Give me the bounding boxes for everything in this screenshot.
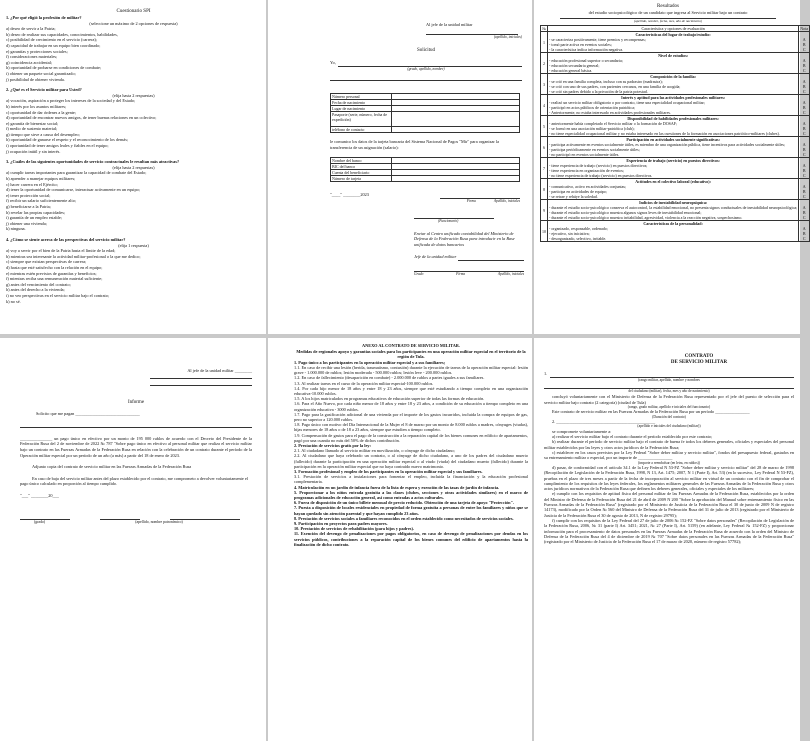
send-note: Enviar al Centro unificado contabilidad del Ministerio de Defensa de la Federación Rusa para introducir en la Base unificada de datos bancarios <box>414 230 515 247</box>
answer-option: i) obtener un paquete social garantizado; <box>6 70 76 76</box>
row-characteristic <box>548 53 799 74</box>
anexo-item: 8. Prestación de servicios sociales a familiares reconocidos en el orden establecido como necesitados de servicios sociales. <box>294 515 514 521</box>
results-row <box>541 53 810 74</box>
grade-option: B <box>802 84 806 90</box>
yo-note: (grado, apellido, nombre) <box>407 66 445 71</box>
row-option: - se caracteriza positivamente, tiene premios y recompensas; <box>549 37 646 43</box>
grade-option: C <box>802 194 806 200</box>
row-characteristic <box>548 74 799 95</box>
grade-option: A <box>802 121 806 127</box>
sign-firma-label: Firma <box>466 198 476 203</box>
contract-paragraph: se compromete voluntariamente a: <box>552 428 612 434</box>
informe-request-line <box>20 417 252 428</box>
grade-option: A <box>802 163 806 169</box>
row-number: 1 <box>541 32 548 53</box>
anexo-item: 1.6. Para el Año Nuevo, por cada niño menor de 18 años y entre 18 y 23 años, a condición de su educación a tiempo completo en una organización educativa - 3000 rublos. <box>294 401 528 412</box>
informe-name-line <box>170 513 240 520</box>
row-grades <box>799 74 810 95</box>
answer-option: c) posibilidad de crecimiento en el servicio (carrera); <box>6 37 98 43</box>
contract-field-note: (Duración del contrato) <box>652 414 686 419</box>
row-option: - educación secundaria general; <box>549 63 600 69</box>
row-number: 7 <box>541 158 548 179</box>
anexo-item: 4. Matriculación en un jardín de infancia fuera de la lista de espera y exención de las tasas de jardín de infancia. <box>294 484 500 490</box>
grade-option: B <box>802 147 806 153</box>
grade-option: A <box>802 226 806 232</box>
bank-field-label: Número de tarjeta <box>331 175 392 181</box>
question-1-options <box>6 26 261 82</box>
answer-option: g) antes del vencimiento del contrato; <box>6 281 71 287</box>
row-option: - participa periódicamente en eventos socialmente útiles; <box>549 147 640 153</box>
row-option: - se crió sin padres debido a la privación de la patria potestad. <box>549 89 648 95</box>
row-grades <box>799 53 810 74</box>
row-option: - durante el estudio socio-psicológico muestra irritabilidad, agresividad, violencia a la reacción negativa, sospechosismo. <box>549 215 743 221</box>
page-anexo <box>268 338 532 741</box>
grade-option: A <box>802 142 806 148</box>
questionnaire-title: Cuestionario SPI <box>116 9 151 14</box>
answer-option: j) obtener una vivienda; <box>6 220 47 226</box>
row-option: - la característica indica información negativa. <box>549 47 624 53</box>
answer-option: a) deseo de servir a la Patria; <box>6 26 56 32</box>
row-grades <box>799 32 810 53</box>
answer-option: c) siempre que existan perspectivas de carrera; <box>6 259 87 265</box>
grade-option: A <box>802 184 806 190</box>
page-informe <box>0 338 266 741</box>
question-2-note: (elija hasta 2 respuestas) <box>112 92 155 98</box>
anexo-item: 1.8. Pago único con motivo del Día Internacional de la Mujer el 8 de marzo por un monto de 8.000 rublos a madres, cónyuges (viudas), hijas menores de 18 años o de 18 a 23 años, siempre que estudien a tiempo completo. <box>294 422 528 433</box>
row-option: - se crió con uno de sus padres, con parientes cercanos, en una familia de acogida; <box>549 84 681 90</box>
contract-paragraph: a) realizar el servicio militar bajo el contrato durante el período establecido por este contrato; <box>552 434 713 440</box>
row-option: - comunicativo, activo en actividades conjuntas; <box>549 184 627 190</box>
row-option: - durante el estudio socio-psicológico conserva el autocontrol, la estabilidad emocional, no presenta signos conductuales de inestabilidad neuropsicológica; <box>549 205 798 211</box>
answer-option: h) oportunidad de ganarse el respeto y el reconocimiento de los demás; <box>6 137 129 143</box>
row-option: - durante el estudio socio-psicológico muestra algunos signos leves de inestabilidad emocional; <box>549 210 702 216</box>
contract-citizen-note: del ciudadano (militar), fecha, mes y año de nacimiento) <box>628 388 710 393</box>
answer-option: k) no sé. <box>6 298 21 304</box>
solicitud-heading: Solicitud <box>416 48 436 54</box>
results-row <box>541 158 810 179</box>
grade-option: B <box>802 63 806 69</box>
addressee: Al jefe de la unidad militar <box>426 22 473 27</box>
anexo-item: 1.5. A los hijos matriculados en programas educativos de educación superior de todas las formas de educación. <box>294 396 485 402</box>
row-option: - educación general básica. <box>549 68 593 74</box>
anexo-item: 1. Pago único a los participantes en la operación militar especial y a sus familiares; <box>294 359 446 365</box>
bank-field-label: BIC del banco <box>331 163 392 169</box>
row-option: - se formó en una asociación militar-patriótica (club); <box>549 126 635 132</box>
question-4-note: (elija 1 respuesta) <box>118 242 149 248</box>
answer-option: b) deseo de realizar sus capacidades, conocimientos, habilidades, <box>6 31 118 37</box>
grade-option: A <box>802 205 806 211</box>
grade-option: C <box>802 68 806 74</box>
informe-attach: Adjunto copia del contrato de servicio militar en las Fuerzas Armadas de la Federación Rusa <box>32 464 192 470</box>
row-option: - no tiene especialidad ocupacional militar y no estaba interesado en las cuestiones de la formación en asociaciones patriótico-militares (clubes). <box>549 131 780 137</box>
answer-option: i) garantía de un empleo estable; <box>6 215 62 221</box>
anexo-item: 6. Fuera de disposición de un único billete mensual de precio reducido. Obtención de una tarjeta de apoyo "Protección". <box>294 500 514 506</box>
anexo-items <box>294 360 528 547</box>
results-row <box>541 221 810 242</box>
contract-clause-1: 1. <box>544 371 548 377</box>
row-number: 9 <box>541 200 548 221</box>
contract-paragraph: 2. ______________________________________________ <box>552 419 656 425</box>
personal-data-table <box>330 93 520 133</box>
funcionario-label: (Funcionario) <box>438 219 459 224</box>
contract-paragraph: Este contrato de servicio militar en las Fuerzas Armadas de la Federación Rusa por un período ________________ <box>552 409 750 415</box>
question-4: 4. ¿Cómo se siente acerca de las perspectivas del servicio militar? <box>6 236 126 242</box>
addressee-note: (apellido, iniciales) <box>493 34 522 39</box>
row-grades <box>799 158 810 179</box>
informe-body-2: En caso de baja del servicio militar antes del plazo establecido por el contrato, me comprometo a devolver voluntariamente el pago único calculado en proporción al tiempo cumplido. <box>20 475 248 487</box>
results-row <box>541 179 810 200</box>
answer-option: h) revelar las propias capacidades; <box>6 209 66 215</box>
row-heading: Composición de la familia: <box>650 74 696 80</box>
row-characteristic <box>548 137 799 158</box>
answer-option: g) tiempo que sirve a causa del desempleo; <box>6 131 80 137</box>
grade-option: C <box>802 110 806 116</box>
row-characteristic <box>548 200 799 221</box>
row-option: - participó en actos públicos de orientación patriótica; <box>549 105 636 111</box>
answer-option: f) recibir un salario suficientemente alto; <box>6 198 77 204</box>
informe-addressee: Al jefe de la unidad militar ________ <box>187 368 252 373</box>
grade-option: B <box>802 210 806 216</box>
contract-paragraph: b) realizar durante el período de servicio militar bajo el contrato de buena fe todos los deberes generales, oficiales y especiales del personal militar establecidos por las leyes y otros actos jurídicos de la Federación Rusa; <box>544 439 794 450</box>
row-option: - desorganizado, selectivo, irritable. <box>549 236 607 242</box>
answer-option: e) mientras estén previstos de garantías y beneficios; <box>6 270 97 276</box>
col-grade: Nota <box>800 26 809 32</box>
answer-option: f) medio de sustento material; <box>6 126 58 132</box>
row-number: 6 <box>541 137 548 158</box>
chief-sign-line <box>414 265 524 272</box>
contract-title: CONTRATO <box>684 354 714 359</box>
row-heading: Disponibilidad de habilidades profesionales militares: <box>627 116 719 122</box>
field-label: Número personal <box>331 94 392 100</box>
grade-option: A <box>802 37 806 43</box>
question-3-options <box>6 170 261 232</box>
row-grades <box>799 179 810 200</box>
anexo-item: 1.3. Al realizar tareas en el curso de la operación militar especial-100.000 rublos. <box>294 380 434 386</box>
page-contrato <box>534 338 800 741</box>
answer-option: e) garantías y protecciones sociales; <box>6 48 68 54</box>
anexo-item: 1.7. Pago para la gasificación adicional de una vivienda por el importe de los gastos incurridos, incluida la compra de equipos de gas, pero no superior a 120.000 rublos. <box>294 411 528 423</box>
anexo-subtitle: Medidas de regionales apoyo y garantías sociales para los participantes en una operación militar especial en el territorio de la región de Tula. <box>296 348 526 360</box>
bank-field-value[interactable] <box>392 175 520 181</box>
informe-grado-label: (grado) <box>34 519 46 524</box>
addressee-line <box>426 28 518 35</box>
row-option: - se crió en una familia completa, incluso con su padrastro (madrastra); <box>549 79 663 85</box>
row-characteristic <box>548 179 799 200</box>
answer-option: a) voy a servir por el bien de la Patria hasta el límite de la edad; <box>6 248 116 254</box>
bank-field-label: Cuenta del beneficiario <box>331 169 392 175</box>
informe-request: Solicito que me pagan ______________________________ <box>36 411 140 417</box>
row-option: - organizado, responsable, ordenado; <box>549 226 608 232</box>
informe-name-label: (apellido, nombre patronímico) <box>135 519 183 524</box>
grade-option: B <box>802 189 806 195</box>
results-row <box>541 200 810 221</box>
answer-option: f) consideraciones materiales; <box>6 54 58 60</box>
contract-paragraph: concluyó voluntariamente con el Ministerio de Defensa de la Federación Rusa representado por el jefe del puesto de selección para el servicio militar bajo contrato (2 categoría) (ciudad de Tula) <box>544 394 794 405</box>
row-number: 5 <box>541 116 548 137</box>
row-number: 3 <box>541 74 548 95</box>
contract-name-note: (rango militar, apellido, nombre y nombres <box>638 378 700 383</box>
row-number: 8 <box>541 179 548 200</box>
answer-option: h) antes del derecho a la vivienda; <box>6 287 65 293</box>
contract-body <box>544 394 794 544</box>
answer-option: i) oportunidad de tener amigos leales y fiables en el equipo; <box>6 143 109 149</box>
row-characteristic <box>548 116 799 137</box>
answer-option: j) ocupación inútil y sin interés. <box>6 148 61 154</box>
question-4-options <box>6 248 261 304</box>
field-label: teléfono de contacto <box>331 127 392 133</box>
question-1: 1. ¿Por qué eligió la profesión de militar? <box>6 15 82 20</box>
row-option: - tiene experiencia en organización de eventos; <box>549 168 625 174</box>
bank-field-label: Nombre del banco <box>331 157 392 163</box>
contract-paragraph: e) cumplir con los requisitos de aptitud física del personal militar de las Fuerzas Armadas de la Federación Rusa, establecidos por la orden del Ministro de Defensa de la Federación Rusa del 21 de abril de 2009 N 200 "Sobre la aprobación del Manual sobre entrenamiento físico en las Fuerzas Armadas de la Federación Rusa" (registrado por el Ministerio de Justicia de la Federación Rusa el 30 de junio de 2009 N de registro 14173), modificado por la Orden № 560 del Ministro de Defensa de la Federación Rusa del 31 de julio de 2013 (registrado por el Ministerio de Justicia de la Federación Rusa el 30 de agosto de 2013, N de registro 29795); <box>544 491 794 518</box>
row-option: - anteriormente había completado el Servicio militar o la formación de DOSAF; <box>549 121 678 127</box>
field-label: Lugar de nacimiento <box>331 106 392 112</box>
row-heading: Indicios de inestabilidad neuropsíquica: <box>639 200 708 206</box>
personal-data-row <box>331 127 520 133</box>
row-grades <box>799 221 810 242</box>
field-label: Pasaporte (serie, número, fecha de expedición) <box>331 112 392 127</box>
bank-data-row <box>331 175 520 181</box>
row-option: - se retrae y rehúye la soledad. <box>549 194 598 200</box>
row-grades <box>799 116 810 137</box>
anexo-item: 1.2. En caso de fallecimiento (desaparición en combate) - 2.000.000 de rublos a partes iguales a sus familiares. <box>294 375 485 381</box>
contract-field-note: (rango, grado militar, apellido e iniciales del funcionario) <box>627 404 711 409</box>
row-number: 4 <box>541 95 548 116</box>
answer-option: d) hasta que esté satisfecho con la relación en el equipo; <box>6 264 103 270</box>
grade-option: C <box>802 152 806 158</box>
results-row <box>541 137 810 158</box>
grade-option: B <box>802 105 806 111</box>
results-row <box>541 32 810 53</box>
bank-request: le comunico los datos de la tarjeta bancaria del Sistema Nacional de Pagos "Mir" para organizar la transferencia de un asignación (salario): <box>330 139 500 150</box>
row-option: - Anteriormente, no estaba interesado en actividades profesionales militares. <box>549 110 671 116</box>
results-row <box>541 95 810 116</box>
grade-option: B <box>802 231 806 237</box>
contract-paragraph: f) cumplir con los requisitos de la Ley Federal del 27 de julio de 2006 № 152-FZ "Sobre datos personales" (Recopilación de Legislación de la Federación Rusa, 2006, № 31 (parte I) Art. 3451; 2021, № 27 (Parte I), Art. 5159) (en adelante, Ley Federal № 152-FZ) y proporcionar información para el procesamiento de datos personales en las Fuerzas Armadas de la Federación Rusa de acuerdo con la orden del Ministro de Defensa de la Federación Rusa del 4 de diciembre de 2019 № 707 "Sobre datos personales en las Fuerzas Armadas de la Federación Rusa" (registrado por el Ministerio de Justicia de la Federación Rusa el 17 de marzo de 2020, número de registro 57782); <box>544 517 794 545</box>
answer-option: g) coincidencia accidental; <box>6 59 53 65</box>
yo-line-2 <box>330 74 522 81</box>
grade-option: B <box>802 42 806 48</box>
grade-option: C <box>802 131 806 137</box>
contract-paragraph: c) establecer en los casos previstos por la Ley Federal "Sobre deber militar y servicio militar", fondos del presupuesto federal, gastados en su entrenamiento militar o especial, por un importe de ________________ <box>544 449 794 461</box>
results-row <box>541 74 810 95</box>
question-2: 2. ¿Qué es el Servicio militar para Usted? <box>6 87 82 93</box>
row-characteristic <box>548 158 799 179</box>
answer-option: g) beneficiarse a la Patria; <box>6 204 51 209</box>
anexo-item: 3. Formación profesional y empleo de los participantes en la operación militar especial y sus familiares. <box>294 469 483 475</box>
question-1-note: (seleccione un máximo de 2 opciones de respuesta) <box>89 20 178 26</box>
funcionario-line <box>414 212 494 219</box>
solicitud-date: "____" ________2023 <box>330 191 369 197</box>
col-number: № <box>542 26 546 32</box>
grade-option: B <box>802 126 806 132</box>
row-heading: Características de la personalidad: <box>643 221 703 227</box>
signature-line <box>440 192 520 199</box>
grade-option: C <box>802 89 806 95</box>
row-characteristic <box>548 95 799 116</box>
anexo-item: 1.9. Compensación de gastos para el pago de la construcción a la reparación capital de los bienes comunes en edificio de apartamentos, pagó por una cuantía no más del 50% de dichos contribución. <box>294 432 528 443</box>
row-option: - educación profesional superior o secundaria; <box>549 58 623 64</box>
anexo-item: 9. Participación en proyectos para padres mayores. <box>294 521 388 527</box>
grade-option: C <box>802 173 806 179</box>
anexo-title: ANEXO AL CONTRATO DE SERVICIO MILITAR. <box>362 343 460 348</box>
page-questionnaire <box>0 0 266 334</box>
row-grades <box>799 137 810 158</box>
answer-option: c) hacer carrera en el Ejército; <box>6 181 58 187</box>
results-table <box>540 25 810 242</box>
informe-heading: Informe <box>127 399 145 405</box>
row-option: - tiene experiencia de trabajo (servicio) en puestos directivos; <box>549 163 648 169</box>
anexo-item: 2.2. Al ciudadano que haya celebrado un contrato, o al cónyuge de dicho ciudadano, a uno de los padres del ciudadano muerto (fallecido) durante la participación en una operación militar especial o al viudo (viuda) del ciudadano muerto (fallecido) durante la participación en la operación militar especial que no haya contraído nuevo matrimonio. <box>294 453 528 469</box>
row-number: 2 <box>541 53 548 74</box>
field-value[interactable] <box>392 112 520 127</box>
personal-data-row <box>331 112 520 127</box>
informe-body: _______________ un pago único en efectivo por un monto de 195 000 rublos de acuerdo con el Decreto del Presidente de la Federación Rusa del 2 de noviembre de 2022 № 787 "Sobre pago único en efectivo al personal militar que realiza el servicio militar bajo un contrato en las Fuerzas Armadas de la Federación Rusa en relación con la celebración de un contrato durante el período de la Operación militar especial por un período de un año (a más) a partir del 18 de enero de 2023. <box>20 435 252 458</box>
anexo-item: 10. Prestación de servicios de rehabilitación (para hijos y padres). <box>294 526 414 532</box>
row-option: - participa en actividades de equipo; <box>549 189 607 195</box>
anexo-item: 11. Exención del devengo de penalizaciones por pagos obligatorios, en caso de devengo de penalizaciones por deudas en los servicios públicos, contribuciones a la reparación capital de los bienes comunes del edificio de apartamentos hasta la finalización de dicho contrato. <box>294 531 528 547</box>
row-number: 10 <box>541 221 548 242</box>
informe-addressee-line-2 <box>150 379 252 386</box>
anexo-item: 2.1. Al ciudadano llamado al servicio militar en movilización, o cónyuge de dicho ciudadano; <box>294 448 455 454</box>
yo-label: Yo, <box>330 59 336 65</box>
question-3-note: (elija hasta 2 respuestas) <box>112 164 155 170</box>
col-characteristic: Característica y opciones de evaluación <box>548 26 799 32</box>
contract-subtitle: DE SERVICIO MILITAR <box>670 359 728 365</box>
row-option: - no participó en eventos socialmente útiles. <box>549 152 620 158</box>
contract-paragraph: d) pasar, de conformidad con el artículo 34.1 de la Ley Federal N 53-FZ "Sobre deber militar y servicio militar" del 28 de marzo de 1998 (Recopilación de Legislación de la Federación Rusa, 1998, N 13, Art. 1475; 2007, N 1 (Parte I), Art. 53) (en lo sucesivo, Ley Federal N 53-FZ), pruebas en el plazo de tres meses a partir de la fecha de incorporación al servicio militar en virtud de un contrato con el fin de comprobar el cumplimiento de los requisitos de las leyes federales, los reglamentos militares generales de las Fuerzas Armadas de la Federación Rusa y otros actos jurídicos normativos de la Federación Rusa que definen los deberes generales, oficiales y especiales de los militares; <box>544 464 794 492</box>
anexo-item: 7. Puesta a disposición de locales residenciales en propiedad de forma gratuita a personas de entre los familiares y niños que se hayan quedado sin atención parental y que hayan cumplido 23 años. <box>294 505 528 516</box>
contract-field-note: (apellido e iniciales del ciudadano (militar)) <box>637 424 701 429</box>
answer-option: i) no veo perspectivas en el servicio militar bajo el contrato; <box>6 292 110 298</box>
row-characteristic <box>548 221 799 242</box>
yo-line <box>338 60 522 67</box>
anexo-item: 1.1. En caso de recibir una lesión (herida, traumatismo, contusión) durante la ejecución de tareas de la operación militar especial: lesión grave - 1.000.000 de rublos; lesión moderada - 500.000 rublos; lesión leve - 200.000 rublos. <box>294 364 528 376</box>
question-2-options <box>6 98 261 154</box>
chief-line <box>458 254 524 261</box>
row-heading: Participación en actividades socialmente significativas: <box>626 137 720 143</box>
anexo-item: 1.4. Por cada hijo menor de 18 años y entre 18 y 23 años, siempre que esté estudiando a tiempo completo en una organización educativa-10.000 rublos. <box>294 385 528 396</box>
grade-option: A <box>802 100 806 106</box>
row-heading: Actitudes en el colectivo laboral (educativo): <box>635 179 711 185</box>
answer-option: b) mientras sea interesante la actividad militar-profesional o la que me dedico; <box>6 253 141 259</box>
row-heading: Características del lugar de trabajo/estudio: <box>635 32 711 38</box>
row-option: - realizó un servicio militar obligatorio o por contrato, tiene una especialidad ocupacional militar; <box>549 100 705 106</box>
row-option: - ejecutivo, sin iniciativa; <box>549 231 590 237</box>
answer-option: a) cumplir tareas importantes para garantizar la capacidad de combate del Estado; <box>6 170 147 176</box>
page-solicitud <box>268 0 532 334</box>
answer-option: j) posibilidad de obtener vivienda. <box>6 76 65 82</box>
row-heading: Experiencia de trabajo (servicio) en puestos directivos: <box>626 158 720 164</box>
chief-label: Jefe de la unidad militar <box>414 253 457 259</box>
question-3: 3. ¿Cuáles de las siguientes oportunidades de servicio contractuales le resultan más atractivas? <box>6 159 180 165</box>
row-characteristic <box>548 32 799 53</box>
row-grades <box>799 95 810 116</box>
answer-option: f) mientras reciba una remuneración material suficiente; <box>6 276 103 282</box>
grade-option: C <box>802 236 806 242</box>
answer-option: k) ninguna. <box>6 226 26 232</box>
sign-row-grado: Grado <box>414 271 424 276</box>
answer-option: d) oportunidad de encontrar nuevos amigos, de tener buenas relaciones en un colectivo; <box>6 115 157 121</box>
answer-option: e) tener protección social; <box>6 192 51 198</box>
sign-apellido-label: Apellido, iniciales <box>493 198 520 203</box>
row-heading: Nivel de estudios: <box>658 53 689 59</box>
informe-sign-line <box>100 513 140 520</box>
row-heading: Interés y aptitud para las actividades profesionales militares: <box>621 95 726 101</box>
answer-option: h) oportunidad de probarse en condiciones de combate; <box>6 65 102 71</box>
answer-option: e) garantía de bienestar social; <box>6 120 59 126</box>
row-option: - tomó parte activa en eventos sociales; <box>549 42 612 48</box>
anexo-item: 5. Proporcionar a los niños entrada gratuita a las clases (clubes, secciones y otras actividades similares) en el marco de programas adicionales de educación general, así como entradas a actos culturales. <box>294 489 528 501</box>
answer-option: b) interés por los asuntos militares; <box>6 103 67 109</box>
field-value[interactable] <box>392 127 520 133</box>
answer-option: d) capacidad de trabajar en un equipo bien coordinado; <box>6 42 101 48</box>
field-label: Fecha de nacimiento <box>331 100 392 106</box>
grade-option: C <box>802 47 806 53</box>
sign-row-firma: Firma <box>456 271 466 276</box>
contract-field-note: (importe a reembolsar (en letra, en rublos)) <box>638 460 700 465</box>
results-row <box>541 116 810 137</box>
answer-option: c) oportunidad de dar órdenes a la gente; <box>6 109 77 115</box>
row-option: - no tiene experiencia de trabajo (servicio) en puestos directivos. <box>549 173 653 179</box>
results-subtitle-note: (apellido, nombre, fecha, mes, año de nacimiento) <box>633 19 703 24</box>
contract-name-line <box>550 371 794 378</box>
results-subtitle: del estudio sociopsicológico de un candidato que ingresa al Servicio militar bajo un contrato <box>588 9 748 15</box>
grade-option: C <box>802 215 806 221</box>
anexo-item: 3.1. Prestación de servicios a instalaciones para fomentar el empleo, incluida la financiación y la educación profesional complementaria. <box>294 474 528 485</box>
answer-option: d) tener la oportunidad de comunicarse, interactuar activamente en un equipo; <box>6 187 140 193</box>
answer-option: a) vocación, aspiración a proteger los intereses de la sociedad y del Estado; <box>6 98 136 104</box>
results-title: Resultados <box>657 4 679 9</box>
row-option: - participa activamente en eventos socialmente útiles, es miembro de una organización pública, tiene incentivos para actividades socialmente útiles; <box>549 142 786 148</box>
bank-data-table <box>330 157 520 182</box>
sign-row-apellido: Apellido, iniciales <box>497 271 524 276</box>
grade-option: A <box>802 79 806 85</box>
anexo-item: 2. Prestación de servicios gratis por la ley: <box>294 443 371 449</box>
grade-option: B <box>802 168 806 174</box>
answer-option: b) aprender a manejar equipos militares; <box>6 176 76 182</box>
grade-option: A <box>802 58 806 64</box>
page-resultados <box>534 0 809 334</box>
row-grades <box>799 200 810 221</box>
informe-date: "___" ________20___ <box>20 492 59 498</box>
informe-grado-line <box>20 513 70 520</box>
